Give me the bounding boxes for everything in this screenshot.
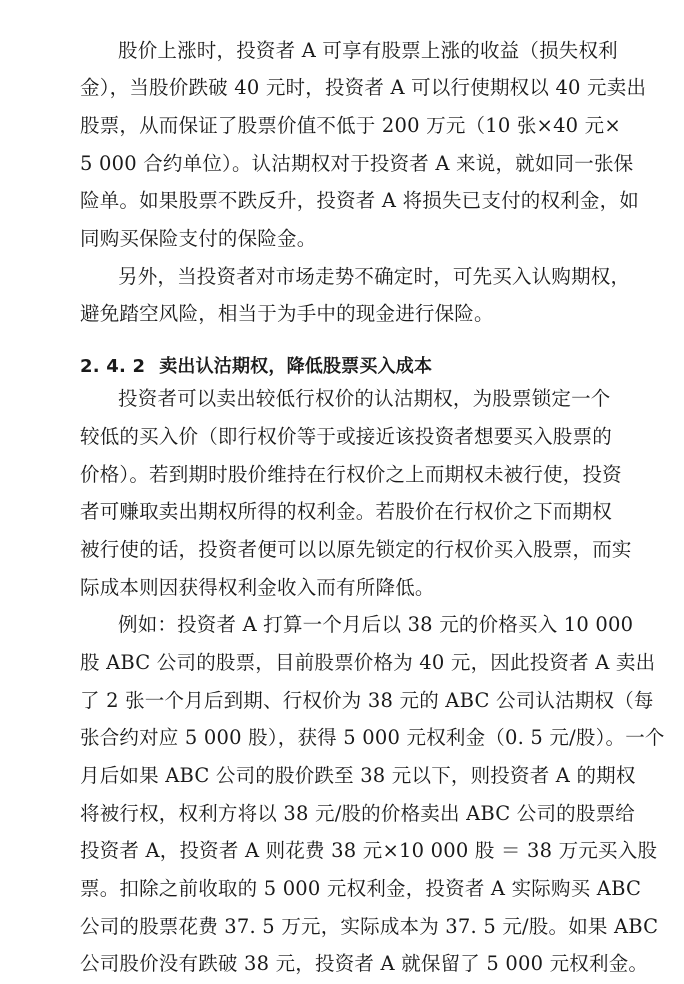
section-heading [80,353,432,381]
section-number: 2. 4. 2 [80,356,146,378]
paragraph-line: 例如：投资者 A 打算一个月后以 38 元的价格买入 10 000 [118,613,634,637]
section-title: 卖出认沽期权，降低股票买入成本 [159,356,433,378]
paragraph-line: 公司股价没有跌破 38 元，投资者 A 就保留了 5 000 元权利金。 [80,952,649,976]
paragraph-line: 金），当股价跌破 40 元时，投资者 A 可以行使期权以 40 元卖出 [80,76,647,100]
paragraph-line: 股票，从而保证了股票价值不低于 200 万元（10 张×40 元× [80,114,621,138]
paragraph-line: 张合约对应 5 000 股），获得 5 000 元权利金（0. 5 元/股）。一个 [80,726,665,750]
paragraph-line: 险单。如果股票不跌反升，投资者 A 将损失已支付的权利金，如 [80,189,639,213]
paragraph-line: 月后如果 ABC 公司的股价跌至 38 元以下，则投资者 A 的期权 [80,764,636,787]
paragraph-line: 价格）。若到期时股价维持在行权价之上而期权未被行使，投资 [80,462,622,486]
paragraph-line: 被行使的话，投资者便可以以原先锁定的行权价买入股票，而实 [80,538,632,561]
paragraph-line: 投资者可以卖出较低行权价的认沽期权，为股票锁定一个 [118,387,611,411]
paragraph-line: 股 ABC 公司的股票，目前股票价格为 40 元，因此投资者 A 卖出 [80,651,656,674]
paragraph-line: 另外，当投资者对市场走势不确定时，可先买入认购期权， [118,264,631,288]
paragraph-line: 较低的买入价（即行权价等于或接近该投资者想要买入股票的 [80,425,612,448]
paragraph-line: 将被行权，权利方将以 38 元/股的价格卖出 ABC 公司的股票给 [80,801,635,825]
paragraph-line: 5 000 合约单位）。认沽期权对于投资者 A 来说，就如同一张保 [80,151,634,175]
paragraph-line: 同购买保险支付的保险金。 [80,227,317,251]
paragraph-line: 了 2 张一个月后到期、行权价为 38 元的 ABC 公司认沽期权（每 [80,688,654,712]
paragraph-line: 避免踏空风险，相当于为手中的现金进行保险。 [80,302,494,326]
paragraph-line: 股价上涨时，投资者 A 可享有股票上涨的收益（损失权利 [118,38,618,62]
paragraph-line: 际成本则因获得权利金收入而有所降低。 [80,575,435,599]
paragraph-line: 公司的股票花费 37. 5 万元，实际成本为 37. 5 元/股。如果 ABC [80,914,659,938]
paragraph-line: 票。扣除之前收取的 5 000 元权利金，投资者 A 实际购买 ABC [80,877,642,900]
paragraph-line: 投资者 A，投资者 A 则花费 38 元×10 000 股 ＝ 38 万元买入股 [80,839,658,863]
paragraph-line: 者可赚取卖出期权所得的权利金。若股价在行权价之下而期权 [80,500,612,524]
